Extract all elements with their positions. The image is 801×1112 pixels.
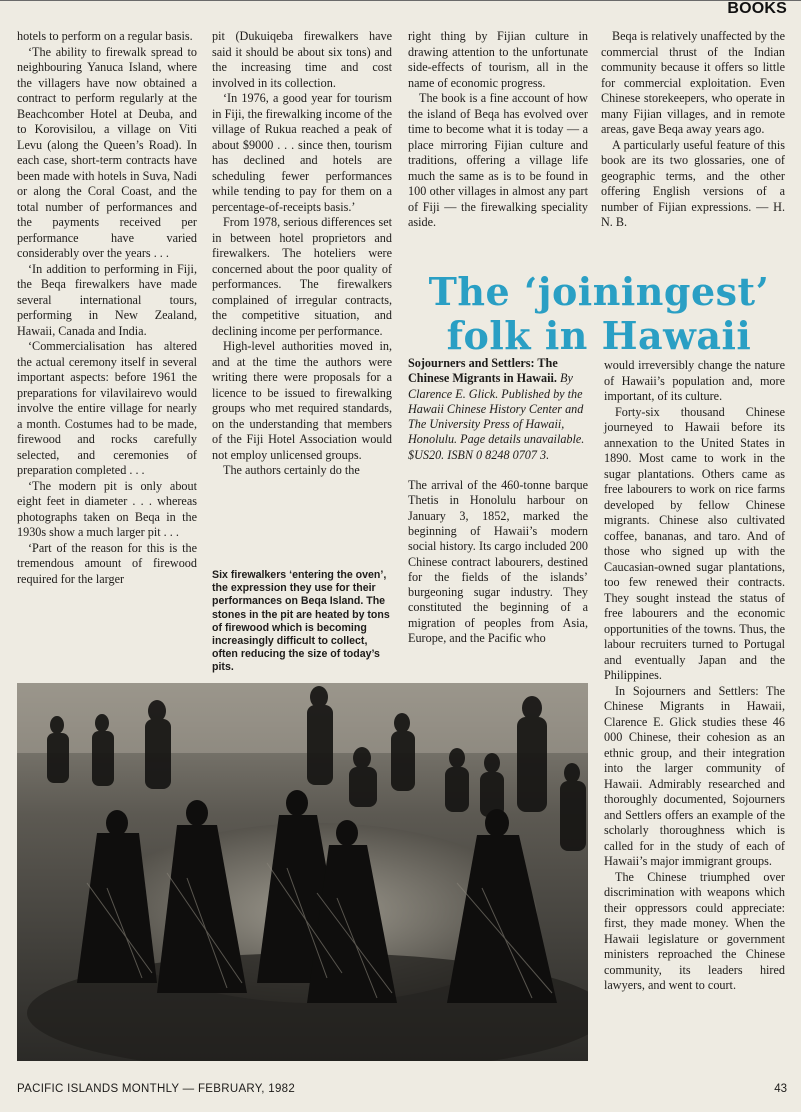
paragraph: ‘In 1976, a good year for tourism in Fiji, the firewalking income of the village of Rukua reached a peak of about $9000 . . . since then, tourism has declined and hotels are scheduling fewer performances while tending to pay for them on a percentage-of-receipts basis.’	[212, 91, 392, 214]
paragraph: ‘In addition to performing in Fiji, the Beqa firewalkers have made several international tours, performing in New Zealand, Hawaii, Canada and India.	[17, 261, 197, 338]
column-4	[601, 29, 785, 231]
top-rule	[0, 0, 801, 1]
column-1	[17, 29, 197, 587]
headline-line: folk in Hawaii	[446, 313, 752, 358]
review-body: The arrival of the 460-tonne barque Thetis in Honolulu harbour on January 3, 1852, marked the beginning of Hawaii’s modern social history. Its cargo included 200 Chinese contract labourers, destined for the fields of the islands’ burgeoning sugar industry. They constituted the beginning of a migration of peoples from Asia, Europe, and the Pacific who	[408, 478, 588, 646]
paragraph: From 1978, serious differences set in between hotel proprietors and firewalkers. The hoteliers were concerned about the poor quality of performances. The firewalkers complained of irregular contracts, the competitive situation, and declining income per performance.	[212, 215, 392, 338]
paragraph: Forty-six thousand Chinese journeyed to Hawaii before its annexation to the United States in 1890. Most came to work in the sugar plantations. Others came as free labourers to work on rice farms developed by fellow Chinese migrants. Chinese also cultivated coffee, bananas, and taro. And of those who signed up with the Caucasian-owned sugar plantations, too few renewed their contracts. They sought instead the status of free labourers and the economic opportunities of the towns. Thus, the labour recruiters turned to Portugal and eventually Japan and the Philippines.	[604, 404, 785, 682]
paragraph: The authors certainly do the	[223, 463, 360, 477]
paragraph: ‘The modern pit is only about eight feet in diameter . . . whereas photographs taken on Beqa in the 1930s show a much larger pit . . .	[17, 478, 197, 539]
paragraph: In Sojourners and Settlers: The Chinese Migrants in Hawaii, Clarence E. Glick studies these 46 000 Chinese, their cohesion as an ethnic group, and their integration into the larger community of Hawaii. Admirably researched and thoroughly documented, Sojourners and Settlers offers an example of the scholarly thoroughness which is called for in the study of each of Hawaii’s major immigrant groups.	[604, 683, 785, 868]
book-heading	[408, 356, 588, 463]
photo-caption: Six firewalkers ‘entering the oven’, the expression they use for their performances on Beqa Island. The stones in the pit are heated by tons of firewood which is becoming increasingly difficult to collect, often reducing the size of today’s pits.	[212, 569, 390, 674]
review-headline	[418, 270, 780, 358]
paragraph: ‘Part of the reason for this is the tremendous amount of firewood required for the larger	[17, 540, 197, 586]
column-3	[408, 29, 588, 231]
book-details: By Clarence E. Glick. Published by the Hawaii Chinese History Center and The University Press of Hawaii, Honolulu. Page details unavailable. $US20. ISBN 0 8248 0707 3.	[408, 371, 585, 462]
book-title: Sojourners and Settlers: The Chinese Migrants in Hawaii.	[408, 356, 558, 386]
paragraph: Beqa is relatively unaffected by the commercial thrust of the Indian community because it offers so little for commercial exploitation. Even Chinese storekeepers, who operate in many Fijian villages, and in remote areas, gave Beqa away years ago.	[601, 29, 785, 136]
headline-line: The ‘joiningest’	[428, 269, 770, 314]
firewalkers-photo	[17, 683, 588, 1061]
paragraph: High-level authorities moved in, and at the time the authors were writing there were proposals for a licence to be issued to firewalking groups who met required standards, on the understanding that members of the Fiji Hotel Association would not employ unlicensed groups.	[212, 339, 392, 462]
paragraph: would irreversibly change the nature of Hawaii’s population and, more important, of its culture.	[604, 358, 785, 403]
page-number: 43	[774, 1083, 787, 1095]
paragraph: The Chinese triumphed over discrimination with weapons which their oppressors could appreciate: first, they made money. When the Hawaii legislature or government ministers reproached the Chinese community, its leaders hired lawyers, and went to court.	[604, 869, 785, 992]
footer-publication: PACIFIC ISLANDS MONTHLY — FEBRUARY, 1982	[17, 1083, 296, 1095]
paragraph: A particularly useful feature of this book are its two glossaries, one of geographic terms, and the other offering English versions of a number of Fijian expressions. — H. N. B.	[601, 137, 785, 229]
paragraph: ‘The ability to firewalk spread to neighbouring Yanuca Island, where the villagers have now obtained a contract to perform regularly at the Beachcomber Hotel at Deuba, and to Korovisilou, a village on Viti Levu (along the Queen’s Road). In each case, short-term contracts have been made with hotels in Suva, Nadi or along the Coral Coast, and the total number of performances and the payments received per performance have varied considerably over the years . . .	[17, 44, 197, 260]
section-label: BOOKS	[727, 0, 787, 17]
column-2	[212, 29, 392, 479]
paragraph: pit (Dukuiqeba firewalkers have said it should be about six tons) and the increasing time and cost involved in its collection.	[212, 29, 392, 90]
review-column	[408, 356, 588, 646]
paragraph: hotels to perform on a regular basis.	[17, 29, 193, 43]
column-6	[604, 358, 785, 994]
paragraph: right thing by Fijian culture in drawing attention to the unfortunate side-effects of tourism, all in the name of economic progress.	[408, 29, 588, 90]
paragraph: ‘Commercialisation has altered the actual ceremony itself in several important aspects: before 1961 the preparations for vilavilairevo would involve the entire village for nearly a month. Costumes had to be made, firewood and rocks carefully selected, and ceremonies of preparation completed . . .	[17, 339, 197, 477]
paragraph: The book is a fine account of how the island of Beqa has evolved over time to become what it is today — a place mirroring Fijian culture and traditions, offering a village life much the same as is to be found in 100 other villages in almost any part of Fiji — the firewalking speciality aside.	[408, 91, 588, 229]
photo-illustration	[17, 683, 588, 1061]
